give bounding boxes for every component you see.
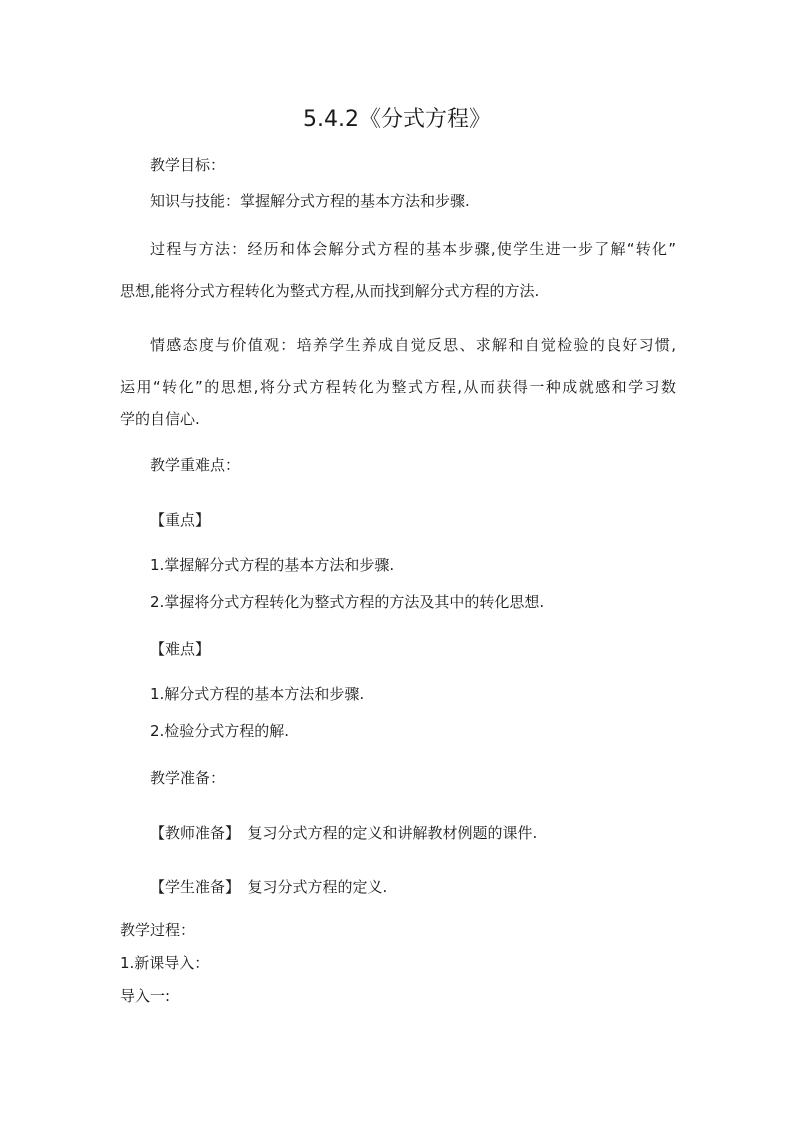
page-title: 5.4.2《分式方程》 xyxy=(303,107,491,132)
new-lesson-heading: 1.新课导入： xyxy=(120,954,210,972)
knowledge-skills: 知识与技能：掌握解分式方程的基本方法和步骤. xyxy=(150,192,470,210)
attitude-line-1: 情感态度与价值观：培养学生养成自觉反思、求解和自觉检验的良好习惯, xyxy=(150,336,676,354)
difficult-2: 2.检验分式方程的解. xyxy=(150,722,290,740)
key-point-1: 1.掌握解分式方程的基本方法和步骤. xyxy=(150,556,395,574)
attitude-line-3: 学的自信心. xyxy=(120,410,200,428)
intro-one-heading: 导入一: xyxy=(120,987,171,1005)
difficult-heading: 【难点】 xyxy=(150,640,211,658)
key-points-heading: 【重点】 xyxy=(150,511,211,529)
process-heading: 教学过程： xyxy=(120,921,196,939)
process-method-line-1: 过程与方法：经历和体会解分式方程的基本步骤,使学生进一步了解“转化” xyxy=(150,240,676,258)
teacher-preparation: 【教师准备】 复习分式方程的定义和讲解教材例题的课件. xyxy=(150,824,538,842)
key-difficult-heading: 教学重难点： xyxy=(150,456,241,474)
difficult-1: 1.解分式方程的基本方法和步骤. xyxy=(150,685,365,703)
process-method-line-2: 思想,能将分式方程转化为整式方程,从而找到解分式方程的方法. xyxy=(120,282,540,300)
preparation-heading: 教学准备： xyxy=(150,769,226,787)
attitude-line-2: 运用“转化”的思想,将分式方程转化为整式方程,从而获得一种成就感和学习数 xyxy=(120,378,676,396)
student-preparation: 【学生准备】 复习分式方程的定义. xyxy=(150,878,388,896)
objectives-heading: 教学目标： xyxy=(150,156,226,174)
key-point-2: 2.掌握将分式方程转化为整式方程的方法及其中的转化思想. xyxy=(150,593,545,611)
